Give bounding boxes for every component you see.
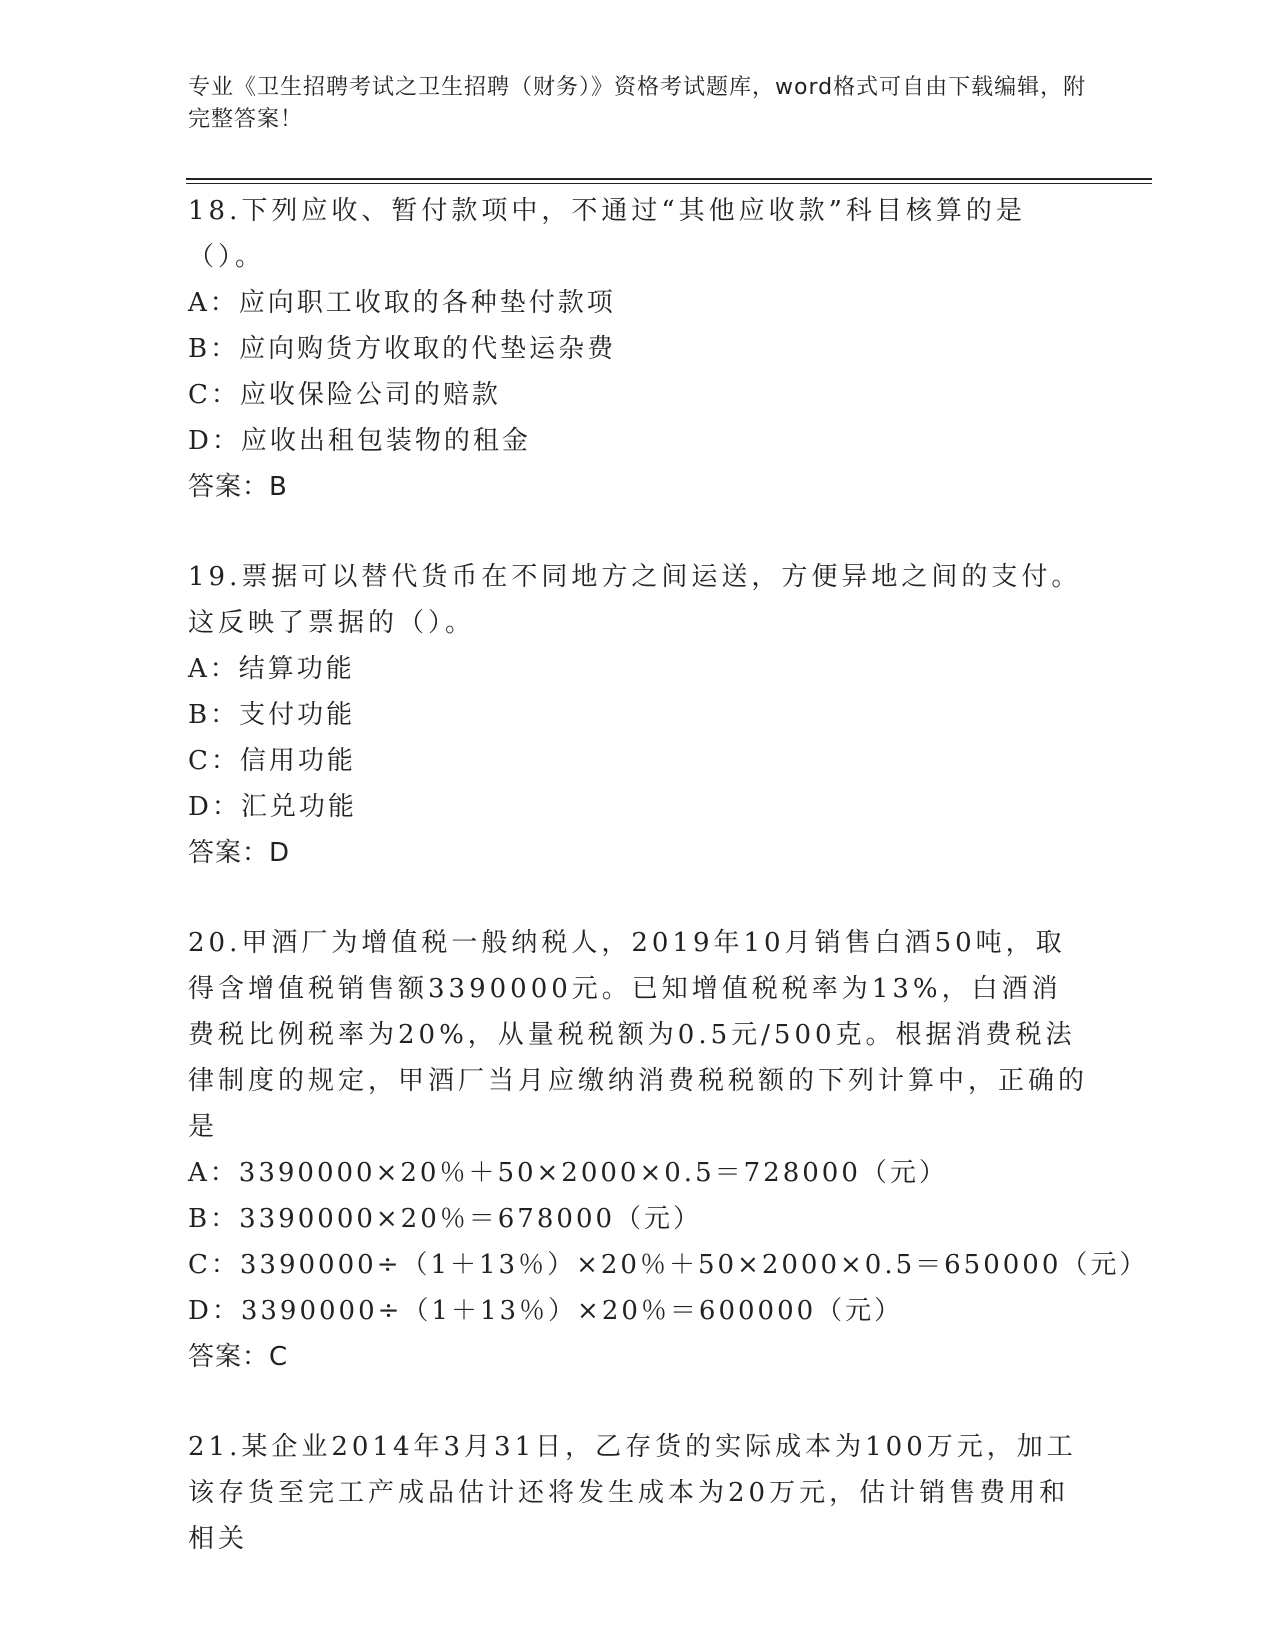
question-21 (188, 1424, 1088, 1562)
answer: 答案：D (188, 838, 291, 868)
question-19 (188, 554, 1088, 876)
question-stem: 20.甲酒厂为增值税一般纳税人，2019年10月销售白酒50吨，取得含增值税销售额3390000元。已知增值税税率为13%，白酒消费税比例税率为20%，从量税税额为0.5元/500克。根据消费税法律制度的规定，甲酒厂当月应缴纳消费税税额的下列计算中，正确的是 (188, 928, 1089, 1142)
question-20 (188, 920, 1149, 1380)
option-a: A：应向职工收取的各种垫付款项 (188, 288, 616, 318)
header-text: 专业《卫生招聘考试之卫生招聘（财务）》资格考试题库，word格式可自由下载编辑，附完整答案！ (188, 75, 1087, 132)
question-18 (188, 188, 1088, 510)
question-stem: 18.下列应收、暂付款项中，不通过“其他应收款”科目核算的是（）。 (188, 196, 1026, 272)
option-c: C：信用功能 (188, 746, 356, 776)
option-a: A：结算功能 (188, 654, 355, 684)
option-d: D：汇兑功能 (188, 792, 357, 822)
option-c: C：3390000÷（1＋13％）×20％＋50×2000×0.5＝650000（元） (188, 1250, 1149, 1280)
option-c: C：应收保险公司的赔款 (188, 380, 501, 410)
question-stem: 21.某企业2014年3月31日，乙存货的实际成本为100万元，加工该存货至完工产成品估计还将发生成本为20万元，估计销售费用和相关 (188, 1432, 1077, 1554)
header-divider (186, 178, 1152, 184)
answer: 答案：C (188, 1342, 289, 1372)
question-list (188, 188, 1149, 1606)
option-b: B：3390000×20％＝678000（元） (188, 1204, 703, 1234)
question-stem: 19.票据可以替代货币在不同地方之间运送，方便异地之间的支付。这反映了票据的（）。 (188, 562, 1082, 638)
option-d: D：3390000÷（1＋13％）×20％＝600000（元） (188, 1296, 904, 1326)
answer: 答案：B (188, 472, 288, 502)
option-d: D：应收出租包装物的租金 (188, 426, 531, 456)
document-header (188, 72, 1088, 136)
option-a: A：3390000×20％＋50×2000×0.5＝728000（元） (188, 1158, 948, 1188)
option-b: B：支付功能 (188, 700, 356, 730)
option-b: B：应向购货方收取的代垫运杂费 (188, 334, 617, 364)
